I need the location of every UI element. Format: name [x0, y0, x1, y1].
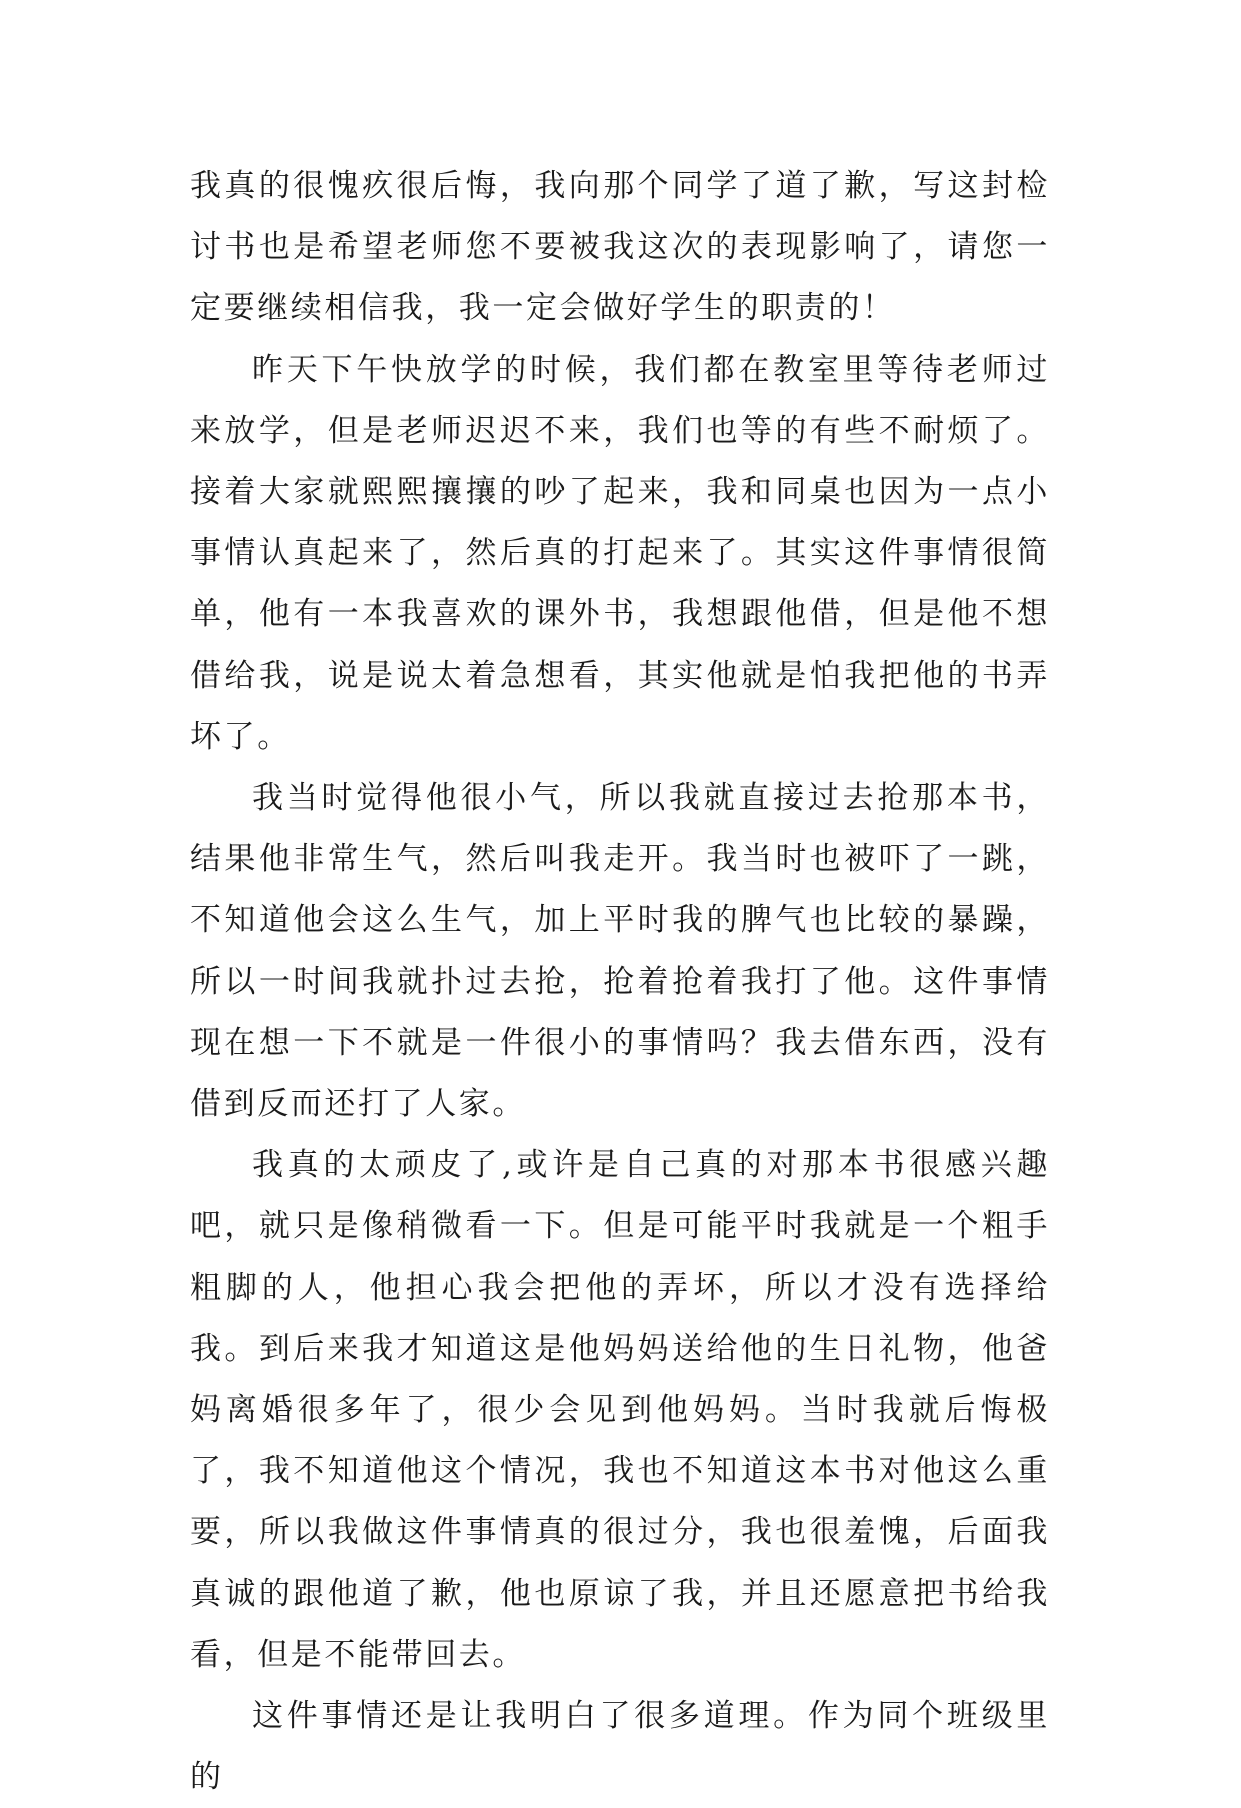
- paragraph-2: 昨天下午快放学的时候，我们都在教室里等待老师过来放学，但是老师迟迟不来，我们也等的有些不耐烦了。接着大家就熙熙攘攘的吵了起来，我和同桌也因为一点小事情认真起来了，然后真的打起来了。其实这件事情很简单，他有一本我喜欢的课外书，我想跟他借，但是他不想借给我，说是说太着急想看，其实他就是怕我把他的书弄坏了。: [190, 351, 1050, 755]
- paragraph-5: 这件事情还是让我明白了很多道理。作为同个班级里的: [190, 1698, 1050, 1796]
- paragraph-1: 我真的很愧疚很后悔，我向那个同学了道了歉，写这封检讨书也是希望老师您不要被我这次的表现影响了，请您一定要继续相信我，我一定会做好学生的职责的！: [190, 168, 1050, 327]
- paragraph-3: 我当时觉得他很小气，所以我就直接过去抢那本书，结果他非常生气，然后叫我走开。我当时也被吓了一跳，不知道他会这么生气，加上平时我的脾气也比较的暴躁，所以一时间我就扑过去抢，抢着抢着我打了他。这件事情现在想一下不就是一件很小的事情吗？我去借东西，没有借到反而还打了人家。: [190, 780, 1050, 1123]
- document-body: [190, 156, 1050, 1808]
- paragraph-4: 我真的太顽皮了,或许是自己真的对那本书很感兴趣吧，就只是像稍微看一下。但是可能平时我就是一个粗手粗脚的人，他担心我会把他的弄坏，所以才没有选择给我。到后来我才知道这是他妈妈送给他的生日礼物，他爸妈离婚很多年了，很少会见到他妈妈。当时我就后悔极了，我不知道他这个情况，我也不知道这本书对他这么重要，所以我做这件事情真的很过分，我也很羞愧，后面我真诚的跟他道了歉，他也原谅了我，并且还愿意把书给我看，但是不能带回去。: [190, 1147, 1050, 1673]
